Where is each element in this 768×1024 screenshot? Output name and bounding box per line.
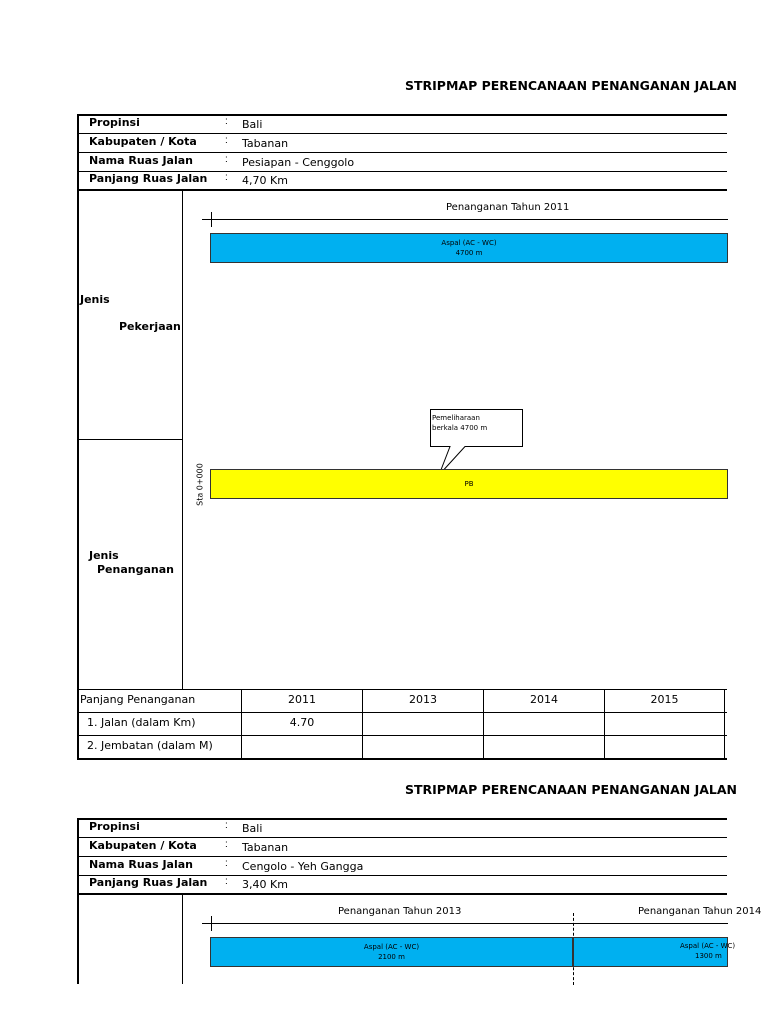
table-border [77, 893, 727, 895]
field-label: Propinsi [89, 116, 140, 129]
jenis-penanganan-label-2: Penanganan [97, 563, 174, 576]
field-label: Nama Ruas Jalan [89, 858, 193, 871]
work-bar-length: 1300 m [695, 952, 722, 960]
jenis-penanganan-label-1: Jenis [89, 549, 119, 562]
section1-title: STRIPMAP PERENCANAAN PENANGANAN JALAN [405, 78, 737, 93]
table-border [77, 114, 727, 116]
field-value-ruas: Pesiapan - Cenggolo [242, 156, 355, 169]
field-value-kabupaten: Tabanan [242, 841, 289, 854]
work-bar-aspal [210, 937, 573, 967]
table-border [77, 758, 727, 760]
work-bar-length: 4700 m [455, 249, 483, 257]
field-separator: : [225, 820, 228, 831]
timeline-label: Penanganan Tahun 2013 [338, 906, 462, 917]
timeline-tick [211, 212, 212, 227]
field-label: Panjang Ruas Jalan [89, 876, 208, 889]
field-separator: : [225, 858, 228, 869]
summary-year: 2013 [409, 693, 437, 706]
divider [77, 689, 727, 690]
timeline-label: Penanganan Tahun 2014 [638, 906, 762, 917]
field-value-kabupaten: Tabanan [242, 137, 289, 150]
section2-title: STRIPMAP PERENCANAAN PENANGANAN JALAN [405, 782, 737, 797]
table-border [77, 114, 79, 759]
field-separator: : [225, 172, 228, 183]
table-border [77, 189, 727, 191]
table-border [77, 818, 727, 820]
field-value-panjang: 3,40 Km [242, 878, 288, 891]
sta-label: Sta 0+000 [195, 463, 205, 506]
work-bar-label: Aspal (AC - WC) [680, 942, 736, 950]
work-bar-aspal [573, 937, 736, 967]
divider [77, 133, 727, 134]
timeline-axis [202, 219, 728, 220]
divider [77, 735, 727, 736]
field-label: Propinsi [89, 820, 140, 833]
field-separator: : [225, 839, 228, 850]
jenis-pekerjaan-label-2: Pekerjaan [119, 320, 181, 333]
field-value-propinsi: Bali [242, 822, 263, 835]
summary-year: 2011 [288, 693, 316, 706]
field-value-panjang: 4,70 Km [242, 174, 288, 187]
callout-line2: berkala 4700 m [432, 424, 488, 432]
field-separator: : [225, 876, 228, 887]
summary-row-label: 2. Jembatan (dalam M) [87, 739, 213, 752]
field-label: Panjang Ruas Jalan [89, 172, 208, 185]
field-value-ruas: Cengolo - Yeh Gangga [242, 860, 364, 873]
field-separator: : [225, 154, 228, 165]
divider [77, 856, 727, 857]
callout-text [432, 413, 487, 433]
summary-cell: 4.70 [289, 716, 315, 729]
work-bar-label: Aspal (AC - WC) [441, 239, 497, 247]
divider [77, 837, 727, 838]
summary-year: 2015 [650, 693, 679, 706]
field-value-propinsi: Bali [242, 118, 263, 131]
divider [77, 439, 183, 440]
field-label: Kabupaten / Kota [89, 135, 197, 148]
summary-header-label: Panjang Penanganan [80, 693, 196, 706]
divider [77, 152, 727, 153]
column-divider [724, 689, 725, 759]
divider [77, 712, 727, 713]
timeline-tick [211, 916, 212, 931]
summary-row-label: 1. Jalan (dalam Km) [87, 716, 196, 729]
field-label: Nama Ruas Jalan [89, 154, 193, 167]
handling-bar-label: PB [464, 480, 474, 488]
column-divider [182, 894, 183, 984]
work-bar-label: Aspal (AC - WC) [363, 943, 420, 951]
summary-year: 2014 [530, 693, 558, 706]
timeline-label: Penanganan Tahun 2011 [446, 202, 570, 213]
field-label: Kabupaten / Kota [89, 839, 197, 852]
table-border [77, 818, 79, 984]
callout-line1: Pemeliharaan [432, 414, 480, 422]
work-bar-aspal [210, 233, 728, 263]
timeline-axis [202, 923, 728, 924]
jenis-pekerjaan-label-1: Jenis [80, 293, 110, 306]
field-separator: : [225, 135, 228, 146]
handling-bar-pb [210, 469, 728, 499]
work-bar-length: 2100 m [378, 953, 405, 961]
field-separator: : [225, 116, 228, 127]
